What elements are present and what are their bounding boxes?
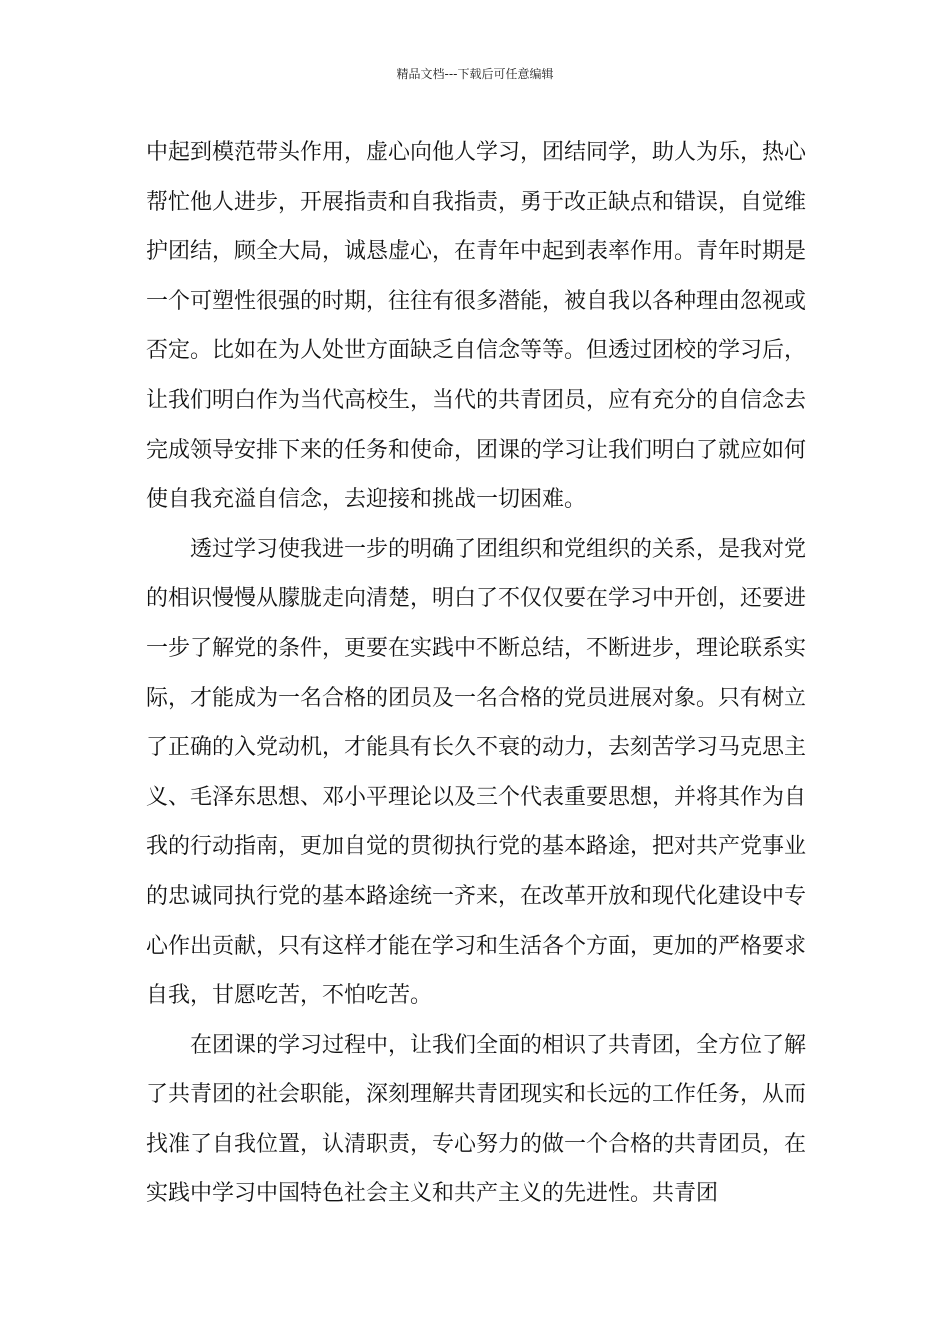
page-header: 精品文档---下载后可任意编辑 [396,67,554,81]
paragraph-2: 透过学习使我进一步的明确了团组织和党组织的关系，是我对党的相识慢慢从朦胧走向清楚，明白了不仅仅要在学习中开创，还要进一步了解党的条件，更要在实践中不断总结，不断进步，理论联系实际，才能成为一名合格的团员及一名合格的党员进展对象。只有树立了正确的入党动机，才能具有长久不衰的动力，去刻苦学习马克思主义、毛泽东思想、邓小平理论以及三个代表重要思想，并将其作为自我的行动指南，更加自觉的贯彻执行党的基本路途，把对共产党事业的忠诚同执行党的基本路途统一齐来，在改革开放和现代化建设中专心作出贡献，只有这样才能在学习和生活各个方面，更加的严格要求自我，甘愿吃苦，不怕吃苦。 [146,536,807,1009]
paragraph-1: 中起到模范带头作用，虚心向他人学习，团结同学，助人为乐，热心帮忙他人进步，开展指责和自我指责，勇于改正缺点和错误，自觉维护团结，顾全大局，诚恳虚心，在青年中起到表率作用。青年时期是一个可塑性很强的时期，往往有很多潜能，被自我以各种理由忽视或否定。比如在为人处世方面缺乏自信念等等。但透过团校的学习后，让我们明白作为当代高校生，当代的共青团员，应有充分的自信念去完成领导安排下来的任务和使命，团课的学习让我们明白了就应如何使自我充溢自信念，去迎接和挑战一切困难。 [146,140,807,513]
paragraph-3: 在团课的学习过程中，让我们全面的相识了共青团，全方位了解了共青团的社会职能，深刻理解共青团现实和长远的工作任务，从而找准了自我位置，认清职责，专心努力的做一个合格的共青团员，在实践中学习中国特色社会主义和共产主义的先进性。共青团 [146,1032,807,1207]
document-body [146,128,806,1219]
